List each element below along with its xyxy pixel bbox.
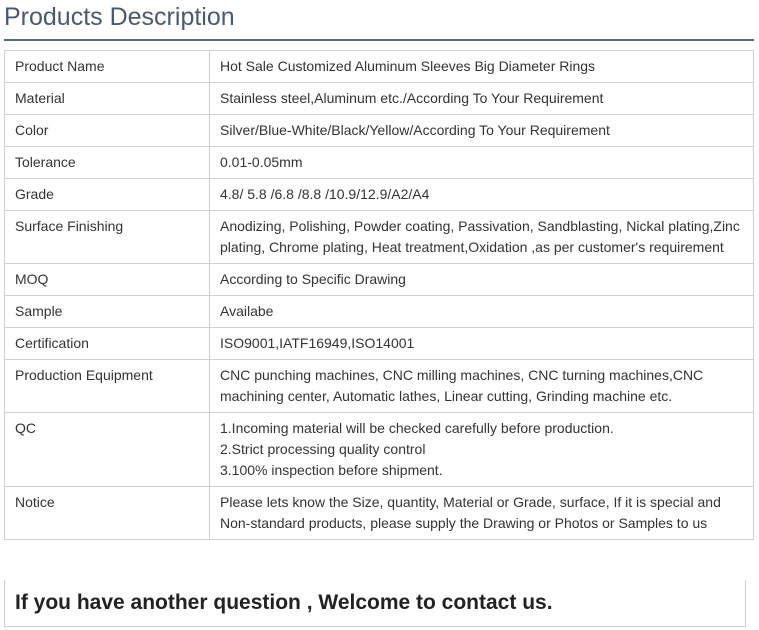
spec-value [210, 360, 754, 413]
spec-label: Sample [5, 296, 210, 328]
spec-value [210, 413, 754, 487]
spec-label: QC [5, 413, 210, 487]
spec-label: Certification [5, 328, 210, 360]
contact-message: If you have another question , Welcome to contact us. [4, 580, 746, 627]
spec-value [210, 179, 754, 211]
spec-label: MOQ [5, 264, 210, 296]
spec-value-line: 1.Incoming material will be checked carefully before production. [220, 420, 614, 436]
spec-value-line: 4.8/ 5.8 /6.8 /8.8 /10.9/12.9/A2/A4 [220, 186, 430, 202]
spec-value [210, 264, 754, 296]
spec-value-line: 0.01-0.05mm [220, 154, 303, 170]
spec-row [5, 264, 754, 296]
spec-row [5, 413, 754, 487]
spec-value [210, 211, 754, 264]
spec-label: Surface Finishing [5, 211, 210, 264]
spec-table-body [5, 51, 754, 540]
spec-value-line: Silver/Blue-White/Black/Yellow/According To Your Requirement [220, 122, 610, 138]
spec-row [5, 487, 754, 540]
spec-value-line: ISO9001,IATF16949,ISO14001 [220, 335, 415, 351]
spec-row [5, 147, 754, 179]
spec-value [210, 328, 754, 360]
spec-value [210, 83, 754, 115]
spec-value-line: Please lets know the Size, quantity, Material or Grade, surface, If it is special and Non-standard products, please supply the Drawing or Photos or Samples to us [220, 494, 721, 531]
spec-label: Tolerance [5, 147, 210, 179]
spec-value-line: According to Specific Drawing [220, 271, 406, 287]
spec-value [210, 487, 754, 540]
spec-value-line: 3.100% inspection before shipment. [220, 462, 443, 478]
spec-label: Product Name [5, 51, 210, 83]
spec-value [210, 115, 754, 147]
spec-value-line: 2.Strict processing quality control [220, 441, 426, 457]
spec-value-line: Stainless steel,Aluminum etc./According To Your Requirement [220, 90, 604, 106]
spec-row [5, 51, 754, 83]
spec-value-line: Availabe [220, 303, 274, 319]
spec-label: Notice [5, 487, 210, 540]
spec-value [210, 147, 754, 179]
spec-label: Material [5, 83, 210, 115]
spec-table [4, 50, 754, 540]
spec-row [5, 115, 754, 147]
spec-label: Production Equipment [5, 360, 210, 413]
spec-row [5, 211, 754, 264]
spec-label: Color [5, 115, 210, 147]
spec-value [210, 51, 754, 83]
spec-row [5, 328, 754, 360]
spec-label: Grade [5, 179, 210, 211]
spec-row [5, 83, 754, 115]
spec-value-line: CNC punching machines, CNC milling machines, CNC turning machines,CNC machining center, Automatic lathes, Linear cutting, Grinding machine etc. [220, 367, 704, 404]
spec-value-line: Hot Sale Customized Aluminum Sleeves Big Diameter Rings [220, 58, 596, 74]
page-title: Products Description [4, 3, 235, 31]
spec-value [210, 296, 754, 328]
spec-value-line: Anodizing, Polishing, Powder coating, Passivation, Sandblasting, Nickal plating,Zinc plating, Chrome plating, Heat treatment,Oxidation ,as per customer's requirement [220, 218, 740, 255]
spec-row [5, 179, 754, 211]
spec-row [5, 360, 754, 413]
title-divider [4, 39, 754, 41]
spec-row [5, 296, 754, 328]
